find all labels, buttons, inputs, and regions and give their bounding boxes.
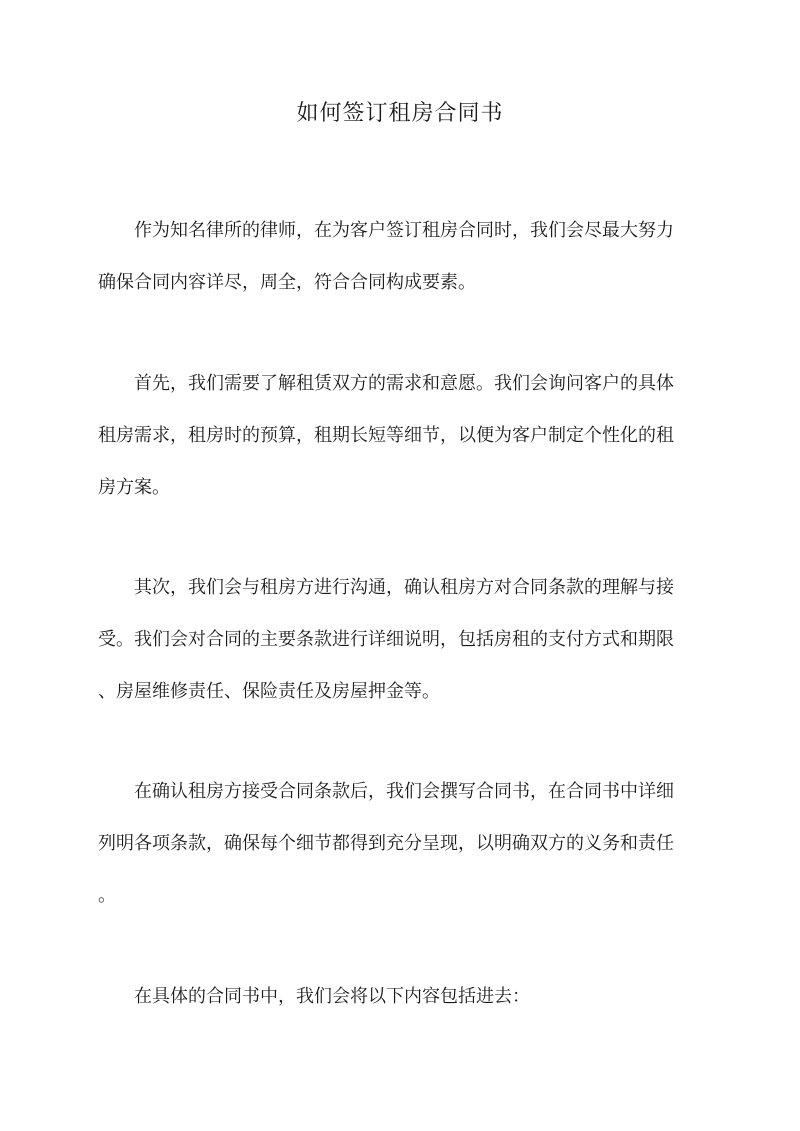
paragraph-line: 在具体的合同书中，我们会将以下内容包括进去： [134, 986, 530, 1007]
document-title: 如何签订租房合同书 [296, 101, 504, 126]
paragraph-line: 租房需求，租房时的预算，租期长短等细节，以便为客户制定个性化的租 [98, 425, 674, 446]
paragraph-line: 首先，我们需要了解租赁双方的需求和意愿。我们会询问客户的具体 [134, 373, 674, 394]
paragraph-line: 在确认租房方接受合同条款后，我们会撰写合同书，在合同书中详细 [134, 781, 674, 802]
paragraph-intro [98, 205, 706, 309]
paragraph-line: 。 [98, 885, 116, 906]
paragraph-line: 作为知名律所的律师，在为客户签订租房合同时，我们会尽最大努力 [134, 220, 674, 241]
paragraph-first [98, 358, 706, 514]
paragraph-line: 列明各项条款，确保每个细节都得到充分呈现，以明确双方的义务和责任 [98, 833, 674, 854]
paragraph-line: 其次，我们会与租房方进行沟通，确认租房方对合同条款的理解与接 [134, 577, 674, 598]
paragraph-third [98, 766, 706, 922]
paragraph-line: 受。我们会对合同的主要条款进行详细说明，包括房租的支付方式和期限 [98, 629, 674, 650]
paragraph-line: 、房屋维修责任、保险责任及房屋押金等。 [98, 681, 440, 702]
paragraph-line: 确保合同内容详尽，周全，符合合同构成要素。 [98, 272, 476, 293]
paragraph-fourth [98, 971, 706, 1023]
paragraph-second [98, 562, 706, 718]
paragraph-line: 房方案。 [98, 477, 170, 498]
